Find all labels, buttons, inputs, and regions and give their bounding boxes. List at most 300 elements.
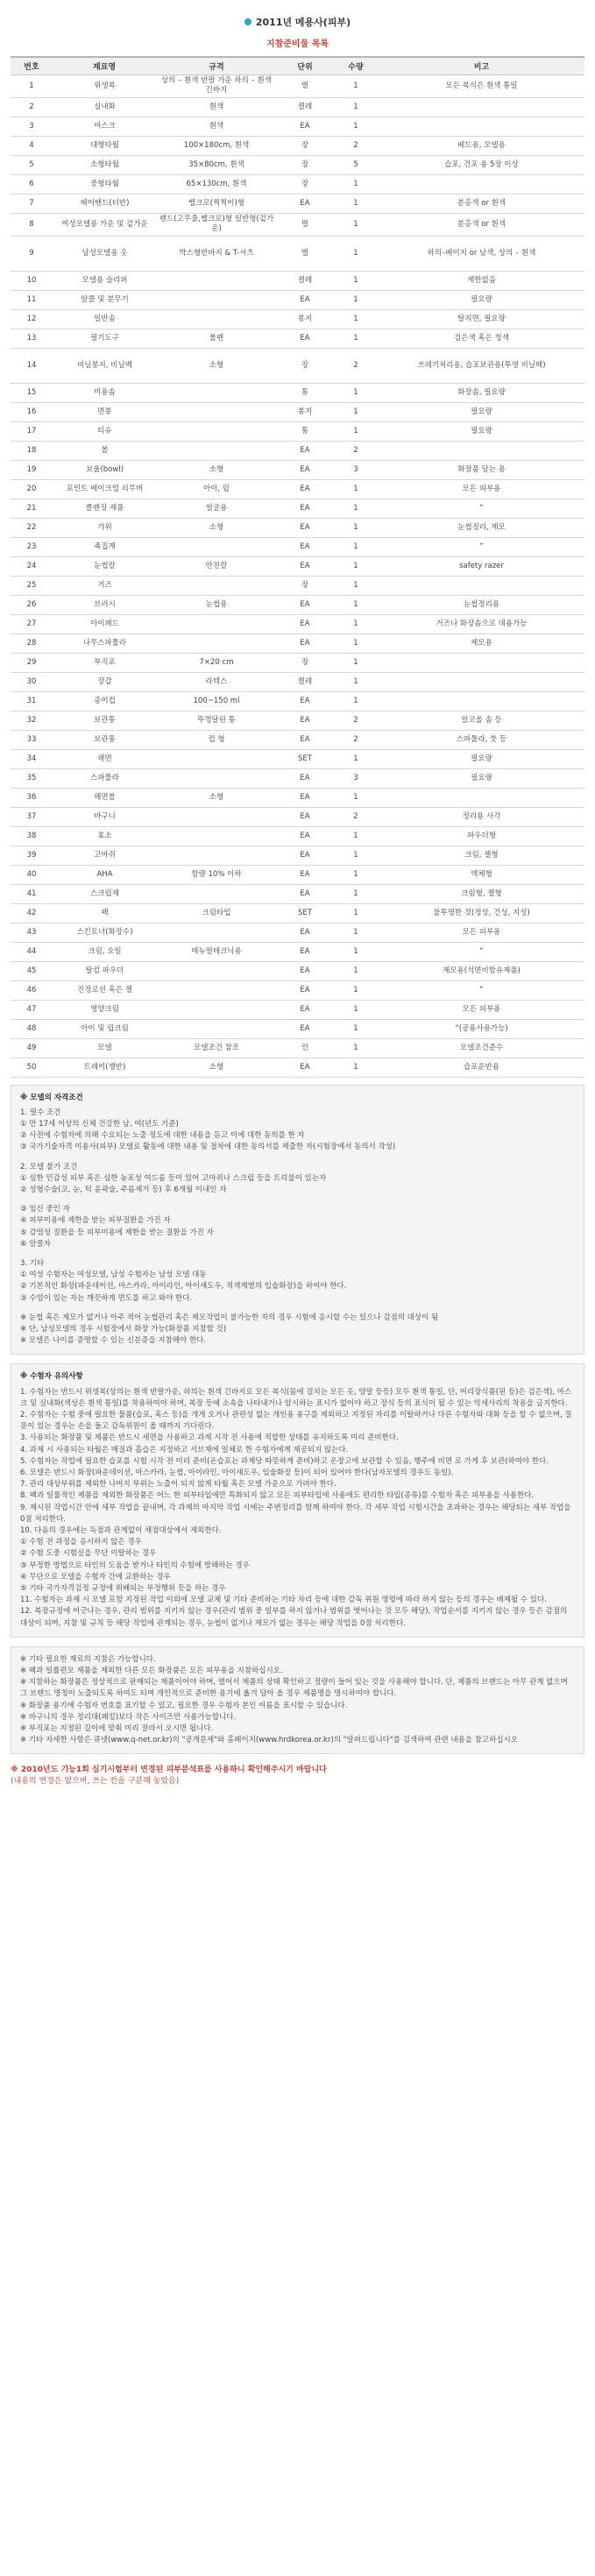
table-cell: 40 xyxy=(11,865,53,884)
table-cell: 35×80cm, 흰색 xyxy=(156,155,277,174)
table-row xyxy=(11,499,584,518)
table-cell xyxy=(379,174,584,194)
table-cell: 2 xyxy=(333,711,379,730)
note-line: ③ 부정한 방법으로 타인의 도움을 받거나 타인의 수험에 방해하는 경우 xyxy=(20,1560,250,1570)
table-cell: 5 xyxy=(11,155,53,174)
table-cell: EA xyxy=(277,518,333,537)
note-line: ※ 모델은 나이를 증명할 수 있는 신분증을 지참해야 한다. xyxy=(20,1336,207,1346)
table-cell: EA xyxy=(277,884,333,903)
table-cell: 12 xyxy=(11,309,53,329)
table-cell: 44 xyxy=(11,942,53,961)
table-cell: 15 xyxy=(11,383,53,402)
table-cell: 1 xyxy=(333,402,379,421)
table-cell: 2 xyxy=(333,136,379,155)
table-cell: 39 xyxy=(11,846,53,865)
table-cell: 영양크림 xyxy=(53,1000,156,1019)
spacer xyxy=(20,1154,575,1162)
table-cell: 1 xyxy=(333,329,379,348)
table-cell: 파우더형 xyxy=(379,826,584,846)
table-row xyxy=(11,865,584,884)
table-cell: 통 xyxy=(277,421,333,441)
table-cell: 거즈 xyxy=(53,576,156,595)
table-cell xyxy=(156,884,277,903)
table-cell: 볼 xyxy=(53,441,156,460)
table-cell: 1 xyxy=(333,691,379,711)
table-cell xyxy=(156,633,277,653)
table-cell: 미용솜 xyxy=(53,383,156,402)
table-cell: EA xyxy=(277,788,333,807)
table-cell: 25 xyxy=(11,576,53,595)
final-notice-subline: (내용의 변경은 없으며, 쓰는 칸을 구분해 놓았음) xyxy=(11,1777,180,1787)
table-cell: 티슈 xyxy=(53,421,156,441)
misc-box xyxy=(11,1646,584,1755)
table-cell: 모델용 슬리퍼 xyxy=(53,271,156,290)
table-cell: 31 xyxy=(11,691,53,711)
table-cell: 2 xyxy=(333,348,379,383)
table-cell: 9 xyxy=(11,236,53,271)
note-line: 1. 수험자는 반드시 위생복(상의는 흰색 반팔가운, 하의는 흰색 긴바지로 모든 복식(몸에 걸치는 모든 옷, 양말 등등) 모두 흰색 통일, 단, 머리장식품(핀 등)은 검은색), 마스크 및 실내화(색상은 흰색 통일)를 착용하여야 하며, 복장 등에 소속을 나타내거나 암시하는 표시가 없어야 하고 장식 등의 표식이 될 수 있는 악세사리의 착용을 금지한다. xyxy=(20,1387,572,1408)
table-row xyxy=(11,846,584,865)
table-cell: 65×130cm, 흰색 xyxy=(156,174,277,194)
table-cell: 크림, 오일 xyxy=(53,942,156,961)
table-row xyxy=(11,653,584,672)
table-cell: 크림, 젤형 xyxy=(379,846,584,865)
note-line: ③ 수염이 있는 자는 깨끗하게 면도를 하고 와야 한다. xyxy=(20,1293,193,1303)
table-cell xyxy=(156,290,277,309)
table-cell: 1 xyxy=(333,884,379,903)
table-cell: 켤레 xyxy=(277,97,333,117)
table-cell: 매뉴얼테크닉용 xyxy=(156,942,277,961)
table-cell: EA xyxy=(277,807,333,826)
table-cell: 여성모델용 가운 및 겉가운 xyxy=(53,213,156,236)
table-cell: 1 xyxy=(333,537,379,556)
table-cell: 1 xyxy=(333,383,379,402)
table-cell: safety razer xyxy=(379,556,584,576)
table-cell: 19 xyxy=(11,460,53,479)
table-row xyxy=(11,1019,584,1038)
table-cell: EA xyxy=(277,768,333,788)
table-cell: 30 xyxy=(11,672,53,691)
table-cell: 41 xyxy=(11,884,53,903)
table-row xyxy=(11,348,584,383)
note-line: 5. 수험자는 작업에 필요한 습포를 시험 시작 전 미리 준비(온습포는 과제당 따뜻하게 준비)하고 온장고에 보관할 수 있음, 행주에 비면 로 가게 후 보관(하여야 한다. xyxy=(20,1456,549,1466)
table-cell: 탈지면, 필요량 xyxy=(379,309,584,329)
table-cell: 소형 xyxy=(156,518,277,537)
table-cell: 하의–베이지 or 남색, 상의 – 흰색 xyxy=(379,236,584,271)
note-line: 11. 수험자는 과제 시 모델 포함 지정된 작업 이외에 모델 교체 및 기타 준비하는 기타 차리 등에 대한 감독 위원 명령에 따라 하지 않는 등의 경우는 배제될 수 있다. xyxy=(20,1596,547,1605)
note-line: ④ 피부미용에 제한을 받는 피부질환을 가진 자 xyxy=(20,1216,171,1226)
table-cell: 아이패드 xyxy=(53,614,156,633)
table-cell: 1 xyxy=(333,672,379,691)
note-line: ② 사전에 수험자에 의해 수요되는 노출 정도에 대한 내용을 듣고 이에 대한 동의를 한 자 xyxy=(20,1131,305,1141)
table-cell: 모델조건준수 xyxy=(379,1038,584,1058)
note-line: ※ 지참하는 화장품은 정상적으로 판매되는 제품이어야 하며, 열어서 제품의 상태 확인하고 정량이 들어 있는 것을 사용해야 합니다. 단, 제품의 브랜드는 아무 관계 없으며 그 브랜드 명칭이 노출되도록 하여도 되며 개인적으로 준비한 용기에 옮겨 담아 올 경우 제품명을 명시하여야 합니다. xyxy=(20,1678,568,1699)
table-cell: 33 xyxy=(11,730,53,749)
table-cell: 봉지 xyxy=(277,309,333,329)
table-cell: 벌 xyxy=(277,74,333,97)
table-cell: 16 xyxy=(11,402,53,421)
table-cell: 필요량 xyxy=(379,421,584,441)
table-cell: 해면볼 xyxy=(53,788,156,807)
table-row xyxy=(11,595,584,614)
cautions-box xyxy=(11,1363,584,1637)
table-cell: 헤어밴드(터반) xyxy=(53,194,156,213)
table-cell: 4 xyxy=(11,136,53,155)
table-cell: 제한없음 xyxy=(379,271,584,290)
table-row xyxy=(11,290,584,309)
table-cell: 필요량 xyxy=(379,402,584,421)
table-cell: 20 xyxy=(11,479,53,499)
table-cell: 불투명한 것(정상, 건성, 지성) xyxy=(379,903,584,923)
table-cell: 랜드(고무줄,벨크로)형 일반형(겉가운) xyxy=(156,213,277,236)
note-line: ② 성형수술(코, 눈, 턱 윤곽술, 주름제거 등) 후 6개월 이내인 자 xyxy=(20,1185,227,1194)
table-row xyxy=(11,884,584,903)
table-row xyxy=(11,117,584,136)
table-cell: 장 xyxy=(277,576,333,595)
table-row xyxy=(11,749,584,768)
table-cell: 1 xyxy=(333,518,379,537)
table-cell: 17 xyxy=(11,421,53,441)
col-header: 재료명 xyxy=(53,57,156,74)
table-body xyxy=(11,74,584,1077)
table-cell: 1 xyxy=(333,903,379,923)
table-cell: 베드용, 모델용 xyxy=(379,136,584,155)
table-row xyxy=(11,213,584,236)
table-cell: 크림타입 xyxy=(156,903,277,923)
table-cell: 눈썹정리용 xyxy=(379,595,584,614)
table-cell: 정리용 사각 xyxy=(379,807,584,826)
table-cell: 켤레 xyxy=(277,271,333,290)
note-line: ※ 부직포는 지정된 길이에 맞춰 미리 잘라서 오시면 됩니다. xyxy=(20,1724,214,1734)
table-cell: 스크럽제 xyxy=(53,884,156,903)
table-cell: 함량 10% 이하 xyxy=(156,865,277,884)
table-cell: EA xyxy=(277,730,333,749)
table-cell: 필요량 xyxy=(379,290,584,309)
table-cell: EA xyxy=(277,595,333,614)
table-cell: 필요량 xyxy=(379,768,584,788)
table-cell: 스파툴라, 붓 등 xyxy=(379,730,584,749)
note-line: ※ 팩과 일률편모 제품을 제외한 다른 모든 화장품은 모든 피부용을 지참하십시오. xyxy=(20,1667,283,1676)
table-cell xyxy=(156,309,277,329)
table-cell xyxy=(156,614,277,633)
table-row xyxy=(11,556,584,576)
table-cell: 쓰레기처리용, 습포보관용(투명 비닐백) xyxy=(379,348,584,383)
table-cell: 얼굴용 xyxy=(156,499,277,518)
table-cell: 29 xyxy=(11,653,53,672)
table-cell: 검은색 혹은 청색 xyxy=(379,329,584,348)
table-cell xyxy=(156,846,277,865)
table-cell: 1 xyxy=(333,556,379,576)
note-line: ⑤ 감염성 질환을 등 피부미용에 제한을 받는 질환을 가진 자 xyxy=(20,1228,214,1237)
table-cell xyxy=(156,421,277,441)
table-row xyxy=(11,672,584,691)
table-cell: 켤레 xyxy=(277,672,333,691)
table-cell: EA xyxy=(277,826,333,846)
table-cell: 소형 xyxy=(156,348,277,383)
table-cell: 1 xyxy=(333,213,379,236)
cautions-heading: ※ 수험자 유의사항 xyxy=(20,1372,83,1382)
table-cell: 스킨토너(화장수) xyxy=(53,923,156,942)
table-cell xyxy=(156,1019,277,1038)
table-row xyxy=(11,441,584,460)
table-cell: 1 xyxy=(333,290,379,309)
table-cell: 상의 – 흰색 반팔 가운 하의 – 흰색 긴바지 xyxy=(156,74,277,97)
table-cell: 22 xyxy=(11,518,53,537)
table-cell: 42 xyxy=(11,903,53,923)
table-cell: 습포운반용 xyxy=(379,1058,584,1077)
table-row xyxy=(11,309,584,329)
table-cell: EA xyxy=(277,691,333,711)
table-cell: 14 xyxy=(11,348,53,383)
table-row xyxy=(11,768,584,788)
table-cell: 1 xyxy=(333,271,379,290)
table-cell: 1 xyxy=(333,236,379,271)
note-line: ① 만 17세 이상의 신체 건강한 남, 여(년도 기준) xyxy=(20,1119,179,1129)
table-cell: SET xyxy=(277,903,333,923)
table-cell: 1 xyxy=(333,826,379,846)
table-cell: 화장솜, 필요량 xyxy=(379,383,584,402)
table-cell: 1 xyxy=(333,174,379,194)
table-cell: EA xyxy=(277,1019,333,1038)
note-line: ④ 무단으로 모델을 수험자 간에 교환하는 경우 xyxy=(20,1572,171,1582)
final-notice-line: ※ 2010년도 기능1회 실기시험부터 변경된 피부분석표를 사용하니 확인해주시기 바랍니다 xyxy=(11,1766,327,1775)
table-cell: 26 xyxy=(11,595,53,614)
table-cell: 중형타월 xyxy=(53,174,156,194)
table-cell: “ xyxy=(379,499,584,518)
table-cell: “ xyxy=(379,942,584,961)
table-cell: 스파툴라 xyxy=(53,768,156,788)
note-line: ※ 기타 자세한 사항은 큐넷(www.q-net.or.kr)의 "공개문제"와 홈페이지(www.hrdkorea.or.kr)의 "알려드립니다"를 검색하여 관련 내용을 참고하십시오 xyxy=(20,1736,518,1745)
table-cell: 알코올 솜 등 xyxy=(379,711,584,730)
table-cell: 봉지 xyxy=(277,402,333,421)
note-line: ※ 바구니의 경우 정리대(패킹)보다 작은 사이즈만 사용가능합니다. xyxy=(20,1712,237,1722)
note-line: 3. 사용되는 화장품 및 제품은 반드시 세면을 사용하고 과제 시작 전 사용에 적합한 상태를 유지하도록 미리 준비한다. xyxy=(20,1433,399,1443)
table-cell: EA xyxy=(277,980,333,1000)
table-cell: AHA xyxy=(53,865,156,884)
table-cell: 컵 형 xyxy=(156,730,277,749)
table-cell: 실내화 xyxy=(53,97,156,117)
note-line: ⑥ 알콜자 xyxy=(20,1239,51,1249)
note-line: 10. 다음의 경우에는 득점과 관계없이 채점대상에서 제외한다. xyxy=(20,1526,222,1535)
note-line: 4. 과제 시 사용되는 타월은 매질과 흡습은 지정하고 서브재에 일체로 한 수험자에게 제공되지 않는다. xyxy=(20,1445,349,1454)
table-row xyxy=(11,942,584,961)
table-cell: EA xyxy=(277,846,333,865)
bullet-icon xyxy=(244,18,251,25)
table-cell: 47 xyxy=(11,1000,53,1019)
table-cell: 모델조건 참조 xyxy=(156,1038,277,1058)
table-cell: 1 xyxy=(333,1000,379,1019)
table-cell xyxy=(379,97,584,117)
table-cell: 45 xyxy=(11,961,53,980)
note-line: 7. 관리 대상부위를 제외한 나머지 부위는 노출이 되지 않게 타월 혹은 모델 가운으로 가려야 한다. xyxy=(20,1480,336,1490)
col-header: 번호 xyxy=(11,57,53,74)
table-cell: 23 xyxy=(11,537,53,556)
table-cell: 종이컵 xyxy=(53,691,156,711)
table-cell: 알콜 및 분무기 xyxy=(53,290,156,309)
table-cell: 5 xyxy=(333,155,379,174)
table-cell: 고마쥐 xyxy=(53,846,156,865)
table-cell: 눈썹칼 xyxy=(53,556,156,576)
table-cell: EA xyxy=(277,499,333,518)
table-row xyxy=(11,1058,584,1077)
note-line: ※ 기타 필요한 재료의 지참은 가능합니다. xyxy=(20,1654,156,1664)
table-cell xyxy=(156,826,277,846)
table-cell: 족집게 xyxy=(53,537,156,556)
table-cell: 보관통 xyxy=(53,711,156,730)
col-header: 수량 xyxy=(333,57,379,74)
note-line: ① 수험 전 과정을 응시하지 않은 경우 xyxy=(20,1538,142,1547)
table-cell xyxy=(379,117,584,136)
table-cell: 48 xyxy=(11,1019,53,1038)
table-cell: 면봉 xyxy=(53,402,156,421)
table-cell: 36 xyxy=(11,788,53,807)
table-cell: 바구니 xyxy=(53,807,156,826)
table-cell: SET xyxy=(277,749,333,768)
spacer xyxy=(20,1196,575,1204)
table-cell: 소형 xyxy=(156,788,277,807)
note-line: 12. 복장규정에 어긋나는 경우, 관리 범위를 지키지 않는 경우(관리 범위 중 일부를 하지 않거나 범위를 벗어나는 것 모두 해당), 작업순서를 지키지 않는 경우 등은 감점의 대상이 되며, 지참 및 규칙 등 해당 작업에 관계되는 경우, 눈썹이 없거나 제모가 없는 경우는 해당 작업을 0점 처리한다. xyxy=(20,1607,568,1628)
table-cell: EA xyxy=(277,329,333,348)
model-conditions-lines xyxy=(20,1108,575,1348)
table-cell xyxy=(156,537,277,556)
table-cell: EA xyxy=(277,923,333,942)
table-cell: 벌 xyxy=(277,213,333,236)
table-cell: 38 xyxy=(11,826,53,846)
table-cell: 가위 xyxy=(53,518,156,537)
table-cell: 1 xyxy=(333,980,379,1000)
table-cell: 35 xyxy=(11,768,53,788)
table-cell: 50 xyxy=(11,1058,53,1077)
table-cell: 장 xyxy=(277,155,333,174)
note-line: 1. 필수 조건 xyxy=(20,1108,61,1117)
table-row xyxy=(11,691,584,711)
table-row xyxy=(11,903,584,923)
table-cell: 3 xyxy=(333,768,379,788)
table-cell: 필기도구 xyxy=(53,329,156,348)
note-line: ※ 화장품 용기에 수험자 번호를 표기할 수 있고, 필요한 경우 수험자 본인 이름을 표시할 수 있습니다. xyxy=(20,1701,348,1710)
cautions-lines xyxy=(20,1387,575,1630)
table-cell: 모든 피부용 xyxy=(379,1000,584,1019)
table-cell: EA xyxy=(277,194,333,213)
table-cell: EA xyxy=(277,1000,333,1019)
table-cell: 2 xyxy=(11,97,53,117)
table-cell: 1 xyxy=(333,614,379,633)
table-cell: 액체형 xyxy=(379,865,584,884)
table-cell: EA xyxy=(277,537,333,556)
table-cell: 6 xyxy=(11,174,53,194)
table-cell: 흰색 xyxy=(156,117,277,136)
table-cell: 7×20 cm xyxy=(156,653,277,672)
table-cell: 소형 xyxy=(156,1058,277,1077)
table-cell: 1 xyxy=(333,942,379,961)
table-cell: 흰색 xyxy=(156,97,277,117)
table-row xyxy=(11,74,584,97)
table-row xyxy=(11,537,584,556)
table-row xyxy=(11,479,584,499)
table-cell: 1 xyxy=(333,595,379,614)
table-cell xyxy=(156,749,277,768)
table-row xyxy=(11,730,584,749)
table-cell: 모든 피부용 xyxy=(379,479,584,499)
table-row xyxy=(11,807,584,826)
table-row xyxy=(11,402,584,421)
table-cell: 벨크로(찍찍이)형 xyxy=(156,194,277,213)
table-cell: 7 xyxy=(11,194,53,213)
table-row xyxy=(11,788,584,807)
table-cell: 아이 및 립크림 xyxy=(53,1019,156,1038)
table-cell: 1 xyxy=(333,923,379,942)
table-cell xyxy=(156,768,277,788)
table-cell: 1 xyxy=(333,309,379,329)
table-row xyxy=(11,383,584,402)
table-cell: 1 xyxy=(333,479,379,499)
table-row xyxy=(11,826,584,846)
table-cell: 보관통 xyxy=(53,730,156,749)
table-cell: 인 xyxy=(277,1038,333,1058)
table-cell: 8 xyxy=(11,213,53,236)
table-cell: 마스크 xyxy=(53,117,156,136)
table-cell: 진정로션 혹은 젤 xyxy=(53,980,156,1000)
table-cell: EA xyxy=(277,1058,333,1077)
table-cell: 소형타월 xyxy=(53,155,156,174)
table-row xyxy=(11,155,584,174)
title-bar xyxy=(11,11,584,33)
table-cell: 43 xyxy=(11,923,53,942)
table-cell: 아이, 립 xyxy=(156,479,277,499)
table-cell: 위생복 xyxy=(53,74,156,97)
materials-table xyxy=(11,56,584,1078)
table-cell: 장 xyxy=(277,174,333,194)
table-cell: EA xyxy=(277,614,333,633)
table-cell: “(공용사용가능) xyxy=(379,1019,584,1038)
table-row xyxy=(11,980,584,1000)
table-cell: 1 xyxy=(333,117,379,136)
table-cell: 모든 피부용 xyxy=(379,923,584,942)
table-row xyxy=(11,421,584,441)
table-row xyxy=(11,194,584,213)
table-cell: 습포, 건포 용 5장 이상 xyxy=(379,155,584,174)
table-cell: 46 xyxy=(11,980,53,1000)
table-cell: 21 xyxy=(11,499,53,518)
table-row xyxy=(11,1038,584,1058)
table-cell: 장 xyxy=(277,348,333,383)
table-cell: 벌 xyxy=(277,236,333,271)
final-notice xyxy=(11,1765,584,1787)
table-cell: EA xyxy=(277,117,333,136)
table-cell xyxy=(156,980,277,1000)
note-line: ① 여성 수험자는 여성모델, 남성 수험자는 남성 모델 대동 xyxy=(20,1270,207,1280)
note-line: ③ 국가기술자격 미용사(피부) 모델로 활동에 대한 내용 및 절차에 대한 동의서를 제출한 자(시험장에서 동의서 작성) xyxy=(20,1143,396,1152)
table-row xyxy=(11,518,584,537)
table-cell: 1 xyxy=(333,576,379,595)
note-line: ※ 단, 남성모델의 경우 시험장에서 화장 가능(화장품 지참할 것) xyxy=(20,1324,227,1334)
table-cell: 1 xyxy=(11,74,53,97)
table-cell: 24 xyxy=(11,556,53,576)
note-line: ③ 임신 중인 자 xyxy=(20,1205,70,1214)
table-row xyxy=(11,923,584,942)
table-row xyxy=(11,174,584,194)
table-cell xyxy=(379,788,584,807)
table-cell xyxy=(156,271,277,290)
col-header: 비고 xyxy=(379,57,584,74)
table-cell: 1 xyxy=(333,865,379,884)
table-cell: 28 xyxy=(11,633,53,653)
table-cell: 해면 xyxy=(53,749,156,768)
table-row xyxy=(11,97,584,117)
table-row xyxy=(11,614,584,633)
table-cell: 안전칼 xyxy=(156,556,277,576)
table-cell xyxy=(156,441,277,460)
